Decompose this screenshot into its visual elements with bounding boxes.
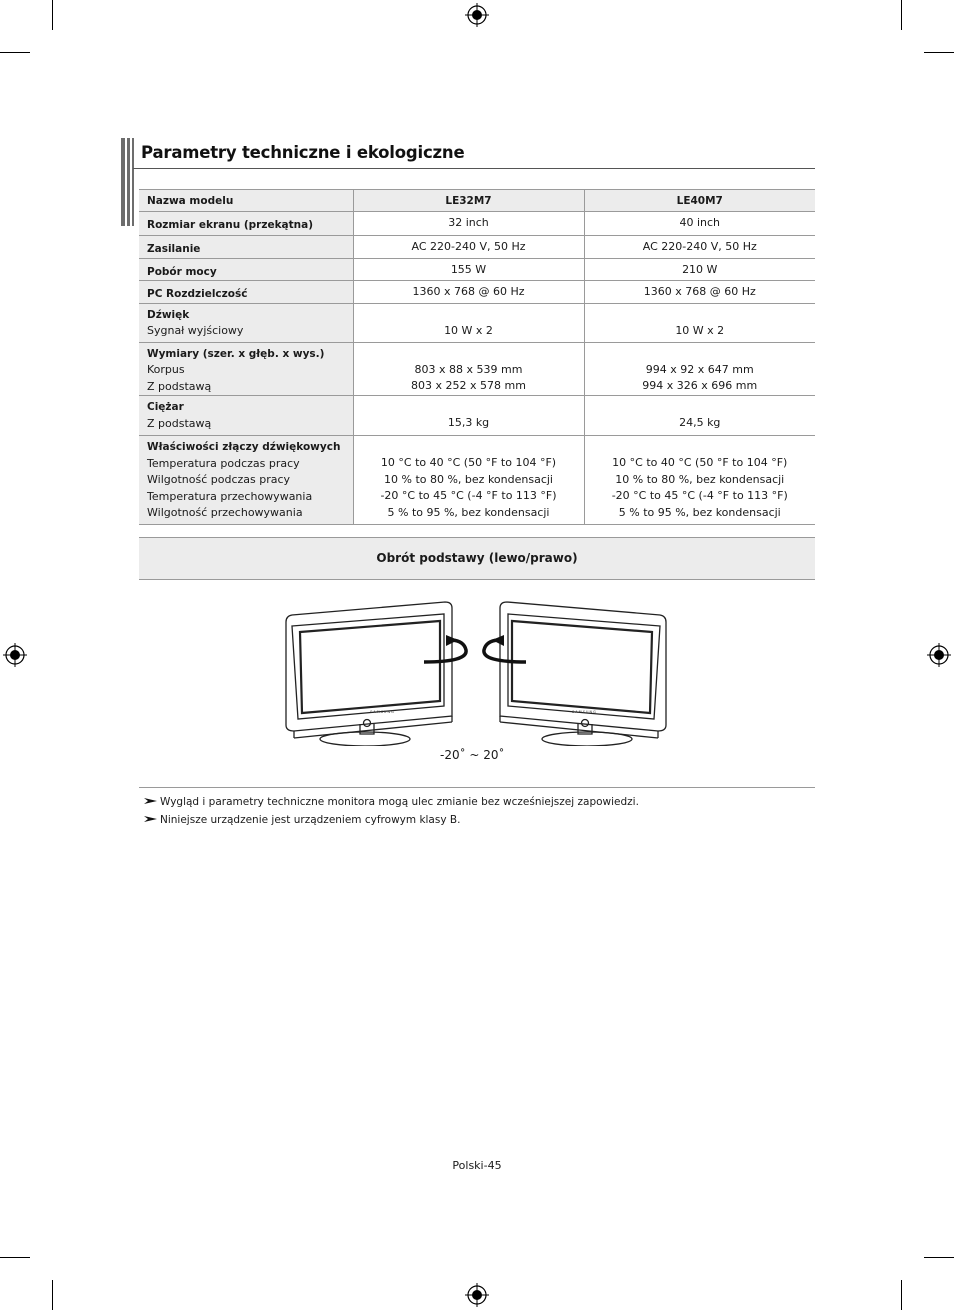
tv-left-icon [286, 602, 452, 746]
table-row [139, 303, 815, 342]
cell-value: AC 220-240 V, 50 Hz [411, 240, 526, 253]
cell-value: 15,3 kg [447, 416, 490, 429]
row-sublabel: Z podstawą [147, 379, 212, 393]
value-cell [353, 436, 584, 525]
cell-value: 210 W [682, 262, 718, 276]
tv-right-icon [500, 602, 666, 746]
title-rule [133, 168, 815, 169]
note-item [144, 796, 639, 808]
row-label: PC Rozdzielczość [147, 288, 248, 300]
row-label-cell [139, 236, 353, 259]
cell-value: 803 x 252 x 578 mm [411, 379, 526, 392]
cell-value: 803 x 88 x 539 mm [414, 362, 523, 376]
row-label: Dźwięk [147, 308, 190, 321]
table-row [139, 258, 815, 281]
value-cell [353, 212, 584, 236]
row-label-cell [139, 303, 353, 342]
cell-value: 10 °C to 40 °C (50 °F to 104 °F) [612, 456, 788, 469]
registration-mark-icon [3, 643, 27, 667]
tv-swivel-illustration-icon [280, 598, 672, 746]
table-row [139, 342, 815, 396]
row-sublabel: Z podstawą [147, 416, 212, 430]
crop-mark [0, 1257, 30, 1258]
row-label-cell [139, 212, 353, 236]
rotation-title: Obrót podstawy (lewo/prawo) [139, 537, 815, 580]
value-cell [584, 303, 815, 342]
table-row [139, 281, 815, 304]
crop-mark [924, 52, 954, 53]
row-label: Rozmiar ekranu (przekątna) [147, 219, 314, 231]
row-label-cell [139, 342, 353, 396]
value-cell [584, 236, 815, 259]
table-row [139, 436, 815, 525]
header-label-cell: Nazwa modelu [139, 190, 353, 212]
cell-value: 1360 x 768 @ 60 Hz [643, 285, 756, 298]
cell-value: 10 W x 2 [675, 323, 725, 337]
table-row [139, 236, 815, 259]
row-label: Wymiary (szer. x głęb. x wys.) [147, 347, 325, 360]
swivel-angle-label: -20˚ ~ 20˚ [440, 748, 505, 762]
cell-value: -20 °C to 45 °C (-4 °F to 113 °F) [380, 489, 557, 502]
value-cell [584, 258, 815, 281]
value-cell [584, 212, 815, 236]
cell-value: 24,5 kg [679, 416, 721, 429]
note-rule [139, 787, 815, 788]
row-label: Zasilanie [147, 243, 201, 255]
table-header-row [139, 190, 815, 212]
row-label: Ciężar [147, 401, 184, 413]
brand-mark-left: SAMSUNG [370, 710, 395, 714]
cell-value: 10 W x 2 [444, 323, 493, 337]
crop-mark [901, 1280, 902, 1310]
value-cell [584, 342, 815, 396]
value-cell [353, 342, 584, 396]
row-sublabel: Sygnał wyjściowy [147, 324, 244, 337]
row-label: Właściwości złączy dźwiękowych [147, 441, 341, 453]
row-label-cell [139, 396, 353, 436]
value-cell [584, 281, 815, 304]
row-sublabel: Wilgotność podczas pracy [147, 473, 291, 486]
cell-value: 155 W [450, 262, 487, 276]
value-cell [353, 258, 584, 281]
row-label-cell [139, 281, 353, 304]
value-cell [353, 303, 584, 342]
cell-value: AC 220-240 V, 50 Hz [642, 240, 757, 253]
arrow-note-icon [144, 814, 160, 826]
cell-value: 10 % to 80 %, bez kondensacji [384, 472, 553, 486]
cell-value: 994 x 92 x 647 mm [645, 362, 754, 376]
value-cell [353, 281, 584, 304]
row-label-cell [139, 436, 353, 525]
value-cell [584, 436, 815, 525]
crop-mark [52, 0, 53, 30]
registration-mark-icon [465, 1283, 489, 1307]
crop-mark [901, 0, 902, 30]
note-item [144, 814, 460, 826]
page-number: Polski-45 [452, 1159, 502, 1172]
cell-value: 40 inch [679, 216, 721, 229]
crop-mark [52, 1280, 53, 1310]
crop-mark [0, 52, 30, 53]
row-sublabel: Korpus [147, 363, 185, 376]
row-sublabel: Temperatura przechowywania [147, 489, 313, 503]
registration-mark-icon [927, 643, 951, 667]
row-sublabel: Temperatura podczas pracy [147, 456, 300, 470]
row-label: Pobór mocy [147, 265, 217, 278]
table-row [139, 212, 815, 236]
model-column-header: LE40M7 [584, 190, 815, 212]
cell-value: 994 x 326 x 696 mm [642, 379, 758, 392]
table-row [139, 396, 815, 436]
cell-value: 10 % to 80 %, bez kondensacji [615, 472, 785, 486]
row-label-cell [139, 258, 353, 281]
crop-mark [924, 1257, 954, 1258]
cell-value: -20 °C to 45 °C (-4 °F to 113 °F) [611, 489, 788, 502]
value-cell [353, 396, 584, 436]
value-cell [584, 396, 815, 436]
cell-value: 10 °C to 40 °C (50 °F to 104 °F) [380, 456, 557, 469]
registration-mark-icon [465, 3, 489, 27]
cell-value: 5 % to 95 %, bez kondensacji [618, 505, 781, 519]
cell-value: 5 % to 95 %, bez kondensacji [387, 505, 550, 519]
model-column-header: LE32M7 [353, 190, 584, 212]
note-text: Niniejsze urządzenie jest urządzeniem cyfrowym klasy B. [160, 814, 461, 826]
arrow-note-icon [144, 796, 160, 808]
cell-value: 1360 x 768 @ 60 Hz [412, 285, 525, 298]
value-cell [353, 236, 584, 259]
brand-mark-right: SAMSUNG [572, 710, 597, 714]
note-text: Wygląd i parametry techniczne monitora mogą ulec zmianie bez wcześniejszej zapowiedzi. [160, 796, 639, 808]
spec-table [139, 189, 815, 525]
section-title: Parametry techniczne i ekologiczne [141, 143, 465, 162]
arrow-head-icon [492, 635, 504, 646]
row-sublabel: Wilgotność przechowywania [147, 506, 303, 519]
cell-value: 32 inch [448, 216, 489, 229]
